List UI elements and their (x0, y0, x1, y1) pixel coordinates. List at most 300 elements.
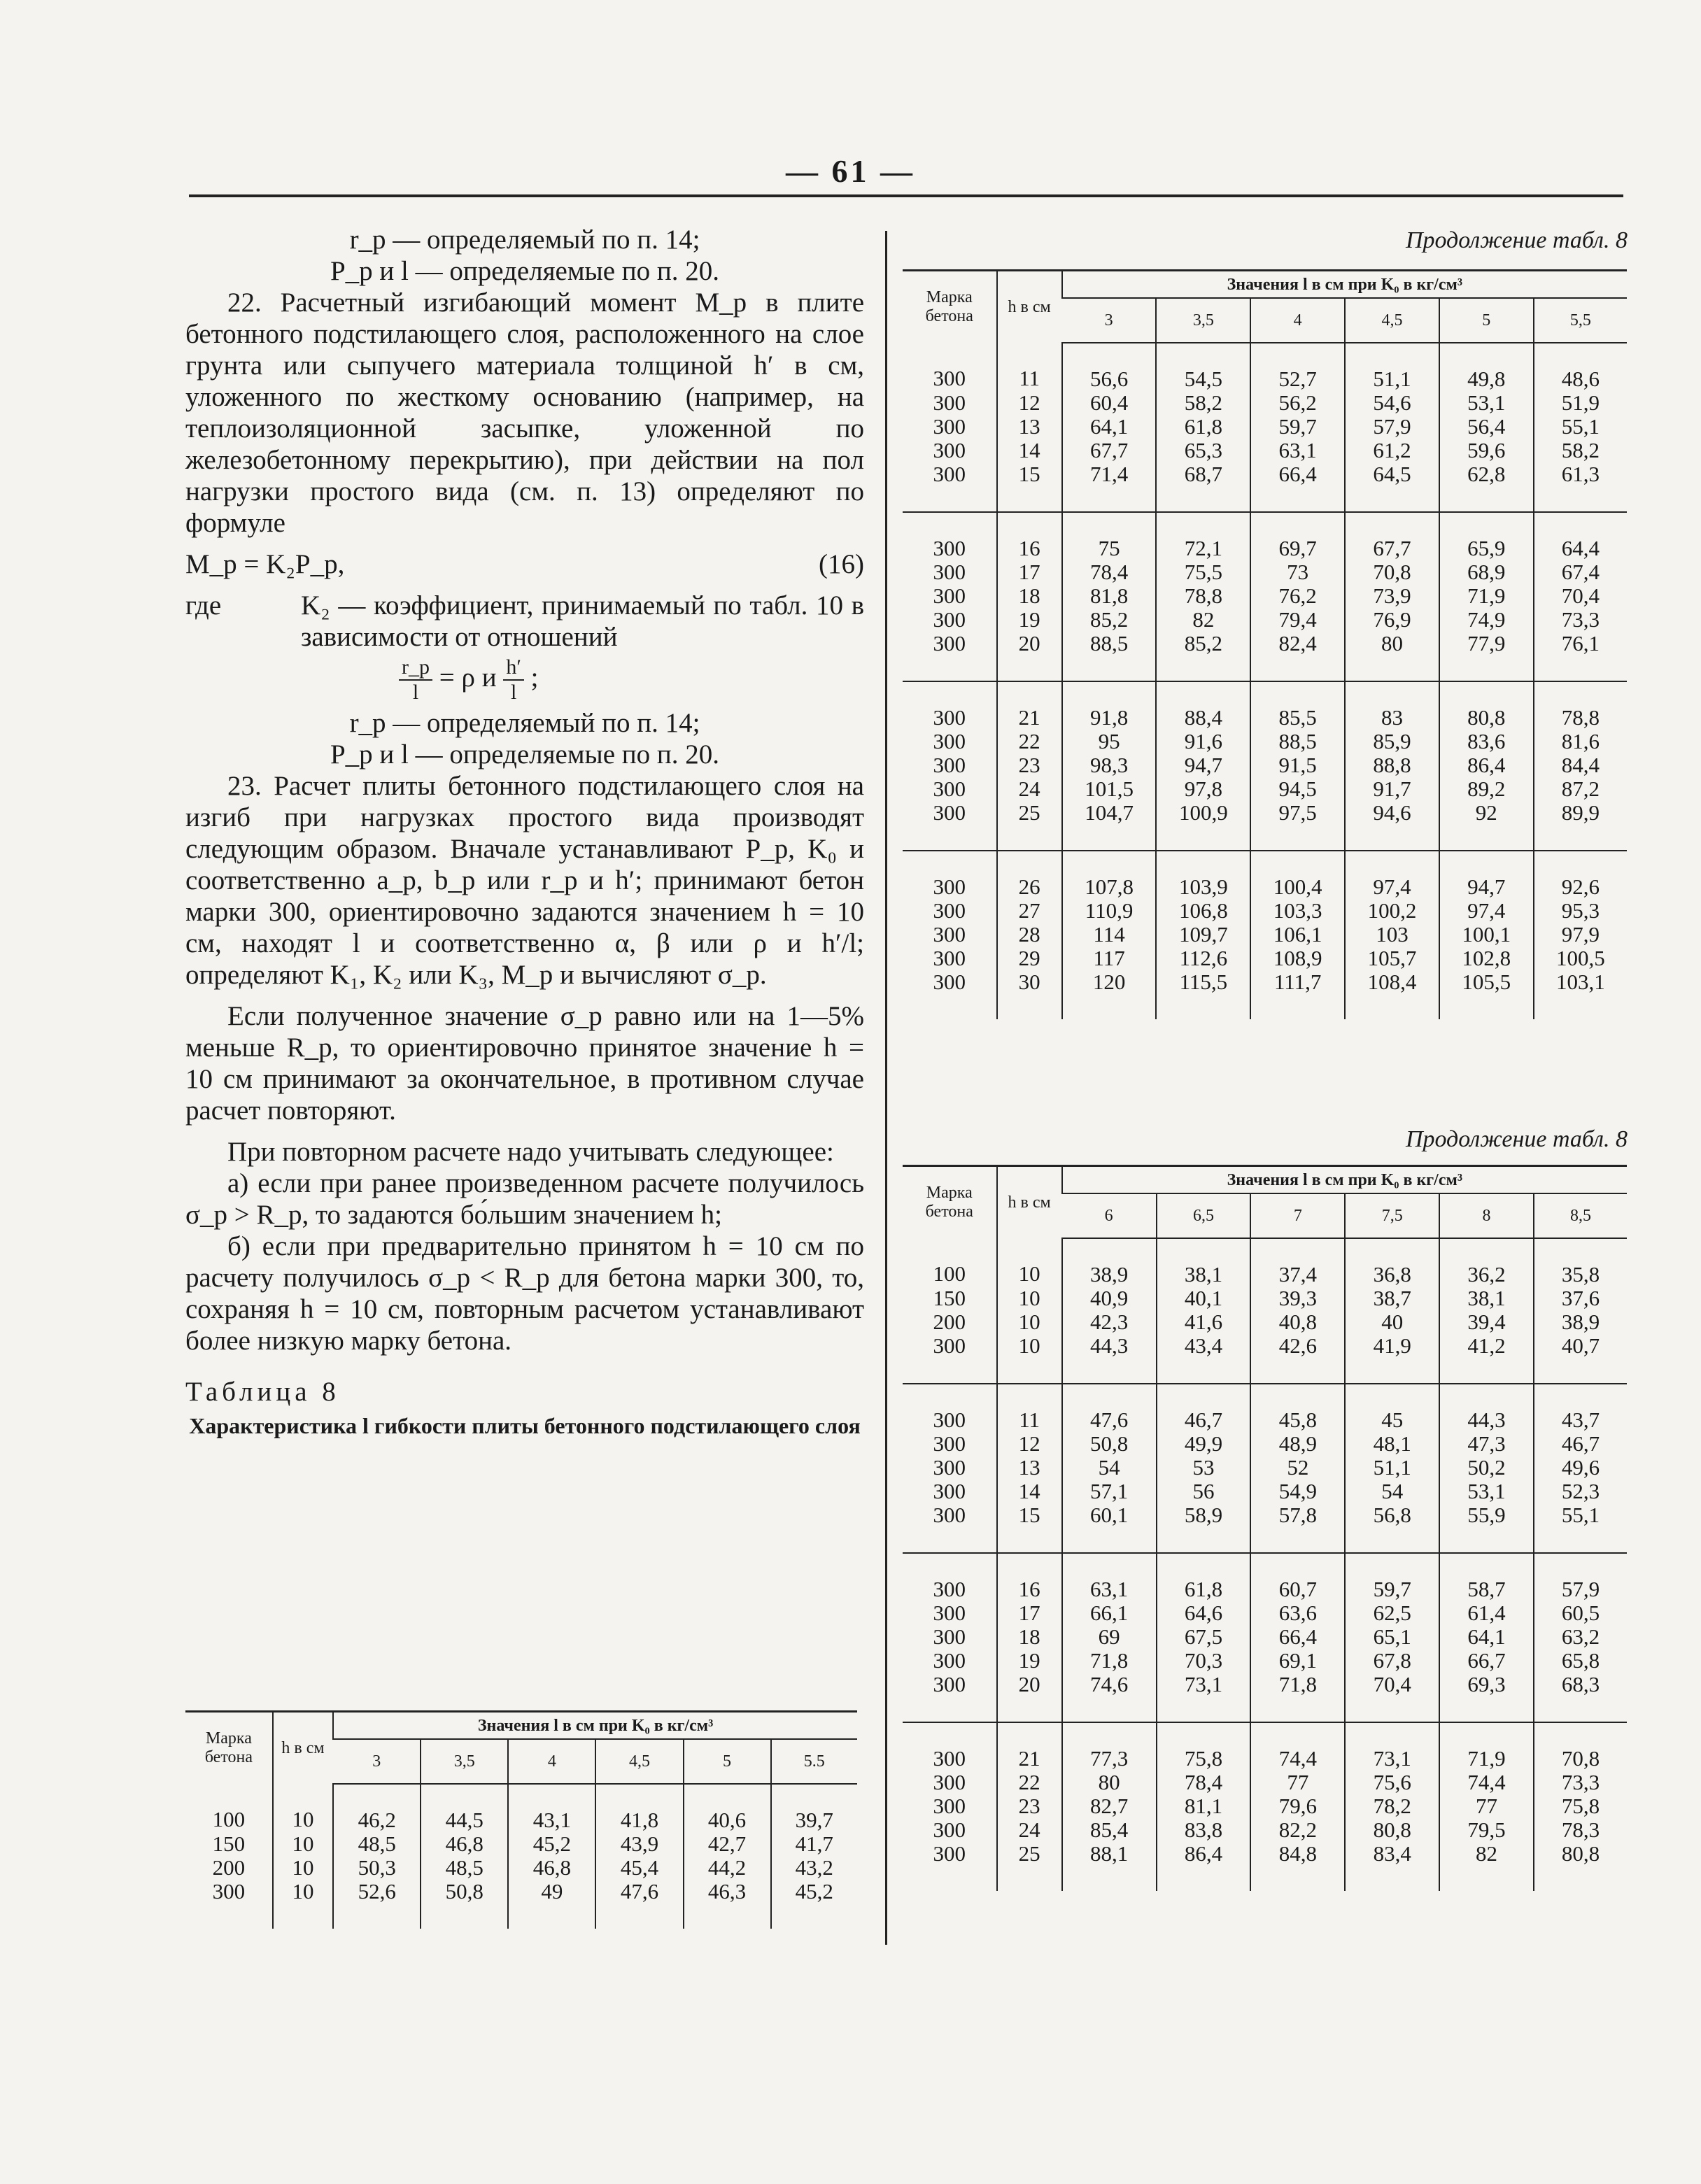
cell-h: 23 (997, 1794, 1062, 1818)
cell-value: 47,3 (1439, 1432, 1534, 1456)
table-8-continuation-1 (903, 269, 1627, 1019)
def-r: r_р — определяемый по п. 14; (349, 225, 700, 255)
table-row (185, 1832, 857, 1856)
formula-text: M_р = K₂P_р, (185, 549, 345, 579)
cell-value: 78,8 (1156, 584, 1250, 608)
cell-value: 70,8 (1345, 560, 1439, 584)
cell-value: 64,6 (1157, 1601, 1251, 1625)
cell-marka: 300 (903, 1503, 997, 1553)
col-header-marka: Марка бетона (185, 1712, 273, 1785)
cell-value: 80 (1345, 632, 1439, 681)
cell-value: 42,6 (1250, 1334, 1345, 1384)
cell-value: 68,3 (1534, 1673, 1627, 1722)
continuation-caption-1: Продолжение табл. 8 (1405, 227, 1628, 253)
table-row (903, 777, 1627, 801)
cell-h: 10 (273, 1880, 333, 1929)
table-row (903, 1722, 1627, 1771)
cell-value: 50,8 (1062, 1432, 1157, 1456)
cell-value: 69,3 (1439, 1673, 1534, 1722)
cell-value: 40,1 (1157, 1286, 1251, 1310)
cell-value: 64,1 (1062, 415, 1157, 439)
cell-value: 65,8 (1534, 1649, 1627, 1673)
cell-value: 38,1 (1157, 1238, 1251, 1286)
cell-value: 89,9 (1534, 801, 1627, 851)
cell-value: 106,8 (1156, 899, 1250, 923)
cell-value: 47,6 (1062, 1384, 1157, 1432)
cell-value: 102,8 (1439, 946, 1534, 970)
cell-value: 78,4 (1157, 1771, 1251, 1794)
cell-value: 44,3 (1439, 1384, 1534, 1432)
cell-marka: 300 (933, 607, 966, 632)
col-header-k0: 5 (684, 1739, 771, 1784)
cell-value: 114 (1062, 923, 1157, 946)
cell-marka: 300 (903, 1334, 997, 1384)
cell-value: 94,7 (1156, 753, 1250, 777)
cell-value: 100,5 (1534, 946, 1627, 970)
table-row (903, 1625, 1627, 1649)
rho-and: = ρ и (439, 662, 497, 693)
table-row (903, 1384, 1627, 1432)
cell-value: 60,7 (1250, 1553, 1345, 1601)
table-row (903, 1456, 1627, 1480)
table-row (903, 851, 1627, 899)
cell-value: 38,9 (1534, 1310, 1627, 1334)
cell-value: 94,6 (1345, 801, 1439, 851)
cell-value: 85,2 (1062, 608, 1157, 632)
table-8-continuation-2 (903, 1165, 1627, 1891)
cell-value: 106,1 (1250, 923, 1345, 946)
table-caption: Характеристика l гибкости плиты бетонного подстилающего слоя (189, 1413, 861, 1438)
cell-value: 83 (1345, 681, 1439, 730)
cell-marka: 300 (933, 1601, 966, 1625)
cell-value: 103,3 (1250, 899, 1345, 923)
table-row (903, 1794, 1627, 1818)
cell-value: 56 (1157, 1480, 1251, 1503)
table-body (185, 1784, 857, 1929)
cell-value: 80,8 (1439, 681, 1534, 730)
cell-marka: 200 (933, 1310, 966, 1334)
cell-value: 71,9 (1439, 1722, 1534, 1771)
header-rule (189, 194, 1623, 197)
cell-value: 67,7 (1062, 439, 1157, 462)
cell-value: 91,6 (1156, 730, 1250, 753)
cell-value: 67,8 (1345, 1649, 1439, 1673)
cell-value: 110,9 (1062, 899, 1157, 923)
cell-h: 20 (997, 1673, 1062, 1722)
table-row (903, 1771, 1627, 1794)
cell-value: 109,7 (1156, 923, 1250, 946)
table-row (903, 632, 1627, 681)
cell-value: 83,8 (1157, 1818, 1251, 1842)
cell-h: 22 (997, 730, 1062, 753)
fraction-h-l (503, 655, 524, 704)
cell-value: 50,8 (421, 1880, 508, 1929)
cell-value: 46,8 (508, 1856, 595, 1880)
col-header-k0: 5 (1439, 298, 1534, 343)
cell-value: 86,4 (1157, 1842, 1251, 1891)
cell-value: 66,1 (1062, 1601, 1157, 1625)
cell-value: 40,7 (1534, 1334, 1627, 1384)
cell-value: 64,1 (1439, 1625, 1534, 1649)
cell-value: 46,3 (684, 1880, 771, 1929)
column-divider (885, 231, 887, 1945)
cell-h: 22 (997, 1771, 1062, 1794)
cell-value: 63,6 (1250, 1601, 1345, 1625)
cell-value: 81,6 (1534, 730, 1627, 753)
cell-value: 78,4 (1062, 560, 1157, 584)
cell-value: 65,3 (1156, 439, 1250, 462)
item-a: а) если при ранее произведенном расчете получилось σ_р > R_р, то задаются бо́льшим значением h; (185, 1168, 864, 1230)
cell-value: 56,4 (1439, 415, 1534, 439)
cell-value: 41,6 (1157, 1310, 1251, 1334)
cell-value: 73 (1250, 560, 1345, 584)
ratios (185, 655, 864, 704)
cell-value: 91,7 (1345, 777, 1439, 801)
cell-value: 88,5 (1062, 632, 1157, 681)
cell-value: 76,9 (1345, 608, 1439, 632)
table-header (903, 271, 1627, 343)
cell-value: 100,4 (1250, 851, 1345, 899)
cell-value: 75,8 (1157, 1722, 1251, 1771)
cell-value: 80,8 (1345, 1818, 1439, 1842)
cell-value: 43,1 (508, 1784, 595, 1832)
para-repeat: При повторном расчете надо учитывать следующее: (227, 1137, 834, 1167)
cell-value: 46,2 (333, 1784, 421, 1832)
cell-value: 81,1 (1157, 1794, 1251, 1818)
cell-value: 95 (1062, 730, 1157, 753)
cell-value: 61,4 (1439, 1601, 1534, 1625)
cell-value: 77,3 (1062, 1722, 1157, 1771)
cell-marka: 300 (933, 705, 966, 730)
cell-value: 108,4 (1345, 970, 1439, 1019)
cell-value: 52,6 (333, 1880, 421, 1929)
cell-value: 44,5 (421, 1784, 508, 1832)
table-row (903, 391, 1627, 415)
cell-value: 59,7 (1345, 1553, 1439, 1601)
col-header-k0: 6 (1062, 1193, 1157, 1238)
cell-value: 85,5 (1250, 681, 1345, 730)
col-header-k0: 6,5 (1157, 1193, 1251, 1238)
cell-marka: 300 (933, 1817, 966, 1842)
col-header-k0: 8,5 (1534, 1193, 1627, 1238)
semicolon: ; (530, 662, 539, 693)
cell-value: 77 (1250, 1771, 1345, 1794)
cell-marka: 300 (933, 753, 966, 777)
col-header-h: h в см (997, 271, 1062, 343)
cell-h: 17 (997, 560, 1062, 584)
table-8 (185, 1710, 857, 1929)
cell-value: 73,1 (1157, 1673, 1251, 1722)
cell-value: 59,6 (1439, 439, 1534, 462)
table-header (185, 1712, 857, 1785)
cell-value: 82,2 (1250, 1818, 1345, 1842)
cell-value: 73,3 (1534, 1771, 1627, 1794)
cell-value: 40,8 (1250, 1310, 1345, 1334)
cell-value: 70,3 (1157, 1649, 1251, 1673)
cell-value: 48,1 (1345, 1432, 1439, 1456)
cell-h: 17 (997, 1601, 1062, 1625)
cell-value: 71,8 (1062, 1649, 1157, 1673)
cell-h: 11 (997, 1384, 1062, 1432)
formula-number: (16) (819, 549, 864, 579)
table-row (903, 1432, 1627, 1456)
cell-h: 10 (273, 1856, 333, 1880)
cell-value: 57,9 (1534, 1553, 1627, 1601)
frac-den: l (412, 681, 419, 704)
table-row (903, 1649, 1627, 1673)
table-row (903, 753, 1627, 777)
cell-marka: 300 (903, 462, 997, 512)
cell-value: 47,6 (595, 1880, 683, 1929)
cell-marka: 300 (933, 414, 966, 439)
cell-h: 21 (997, 681, 1062, 730)
section-22: 22. Расчетный изгибающий момент M_р в плите бетонного подстилающего слоя, расположенного на слое грунта или сыпучего материала толщиной h′ в см, уложенного по жесткому основанию (например, на теплоизоляционной засыпке, уложенной по железобетонному перекрытию), при действии на пол нагрузки простого вида (см. п. 13) определяют по формуле (185, 288, 864, 538)
cell-value: 37,6 (1534, 1286, 1627, 1310)
cell-value: 35,8 (1534, 1238, 1627, 1286)
cell-marka: 300 (933, 1479, 966, 1503)
cell-value: 36,8 (1345, 1238, 1439, 1286)
table-row (185, 1784, 857, 1832)
cell-value: 70,4 (1534, 584, 1627, 608)
cell-value: 107,8 (1062, 851, 1157, 899)
cell-h: 29 (997, 946, 1062, 970)
table-row (903, 1818, 1627, 1842)
cell-value: 94,7 (1439, 851, 1534, 899)
cell-marka: 300 (933, 1577, 966, 1601)
page-number: — 61 — (786, 153, 915, 189)
frac-den: l (510, 681, 517, 704)
cell-h: 27 (997, 899, 1062, 923)
cell-value: 61,2 (1345, 439, 1439, 462)
cell-value: 83,4 (1345, 1842, 1439, 1891)
item-b: б) если при предварительно принятом h = 10 см по расчету получилось σ_р < R_р для бетона марки 300, то, сохраняя h = 10 см, повторным расчетом устанавливают более низкую марку бетона. (185, 1231, 864, 1356)
header-row (185, 1712, 857, 1740)
cell-value: 50,3 (333, 1856, 421, 1880)
col-header-k0: 3 (333, 1739, 421, 1784)
col-header-k0: 5.5 (771, 1739, 857, 1784)
cell-value: 104,7 (1062, 801, 1157, 851)
col-header-k0: 4 (508, 1739, 595, 1784)
col-header-k0: 3,5 (1156, 298, 1250, 343)
cell-value: 53,1 (1439, 391, 1534, 415)
cell-value: 37,4 (1250, 1238, 1345, 1286)
table-row (903, 1842, 1627, 1891)
table-row (903, 439, 1627, 462)
cell-value: 69,7 (1250, 512, 1345, 560)
cell-value: 98,3 (1062, 753, 1157, 777)
table-row (903, 1238, 1627, 1286)
cell-value: 45,2 (508, 1832, 595, 1856)
table-row (903, 970, 1627, 1019)
cell-value: 52,7 (1250, 343, 1345, 391)
cell-value: 73,1 (1345, 1722, 1439, 1771)
cell-value: 74,4 (1439, 1771, 1534, 1794)
cell-value: 79,6 (1250, 1794, 1345, 1818)
cell-value: 69,1 (1250, 1649, 1345, 1673)
cell-h: 25 (997, 801, 1062, 851)
cell-value: 46,7 (1534, 1432, 1627, 1456)
cell-value: 58,7 (1439, 1553, 1534, 1601)
cell-value: 78,8 (1534, 681, 1627, 730)
table-row (185, 1880, 857, 1929)
cell-h: 12 (997, 391, 1062, 415)
cell-value: 50,2 (1439, 1456, 1534, 1480)
cell-value: 61,3 (1534, 462, 1627, 512)
cell-value: 61,8 (1157, 1553, 1251, 1601)
table-row (903, 512, 1627, 560)
cell-value: 83,6 (1439, 730, 1534, 753)
cell-value: 70,8 (1534, 1722, 1627, 1771)
col-header-k0: 3 (1062, 298, 1157, 343)
cell-value: 61,8 (1156, 415, 1250, 439)
cell-marka: 300 (933, 536, 966, 560)
cell-h: 16 (997, 512, 1062, 560)
cell-value: 68,9 (1439, 560, 1534, 584)
cell-value: 95,3 (1534, 899, 1627, 923)
cell-marka: 300 (933, 970, 966, 994)
table-row (903, 1286, 1627, 1310)
cell-marka: 300 (933, 898, 966, 923)
table-row (903, 1553, 1627, 1601)
table-row (903, 415, 1627, 439)
cell-value: 73,9 (1345, 584, 1439, 608)
cell-marka: 300 (933, 1407, 966, 1432)
cell-value: 92 (1439, 801, 1534, 851)
cell-value: 84,4 (1534, 753, 1627, 777)
cell-value: 73,3 (1534, 608, 1627, 632)
cell-marka: 200 (212, 1855, 246, 1880)
cell-value: 60,4 (1062, 391, 1157, 415)
cell-value: 51,1 (1345, 1456, 1439, 1480)
cell-value: 88,4 (1156, 681, 1250, 730)
def-p-l-2: P_р и l — определяемые по п. 20. (330, 739, 720, 770)
def-r-2: r_р — определяемый по п. 14; (349, 708, 700, 738)
cell-value: 45,2 (771, 1880, 857, 1929)
cell-value: 66,7 (1439, 1649, 1534, 1673)
cell-value: 67,7 (1345, 512, 1439, 560)
table-row (903, 1503, 1627, 1553)
cell-value: 91,5 (1250, 753, 1345, 777)
cell-value: 64,5 (1345, 462, 1439, 512)
cell-h: 16 (997, 1553, 1062, 1601)
cell-value: 72,1 (1156, 512, 1250, 560)
cell-value: 60,5 (1534, 1601, 1627, 1625)
table-row (903, 560, 1627, 584)
cell-value: 97,5 (1250, 801, 1345, 851)
cell-value: 39,4 (1439, 1310, 1534, 1334)
cell-value: 85,4 (1062, 1818, 1157, 1842)
cell-marka: 300 (933, 874, 966, 899)
cell-marka: 300 (933, 583, 966, 608)
cell-value: 54 (1345, 1480, 1439, 1503)
cell-marka: 300 (933, 1770, 966, 1794)
cell-value: 67,5 (1157, 1625, 1251, 1649)
cell-value: 41,7 (771, 1832, 857, 1856)
cell-value: 58,9 (1157, 1503, 1251, 1553)
formula-16 (185, 548, 864, 580)
cell-value: 82 (1439, 1842, 1534, 1891)
col-header-marka: Марка бетона (903, 1166, 997, 1239)
cell-value: 76,1 (1534, 632, 1627, 681)
cell-value: 67,4 (1534, 560, 1627, 584)
cell-value: 103 (1345, 923, 1439, 946)
cell-marka: 100 (933, 1261, 966, 1286)
col-header-group: Значения l в см при K₀ в кг/см³ (333, 1712, 857, 1740)
def-p-l: P_р и l — определяемые по п. 20. (330, 256, 720, 286)
cell-value: 63,1 (1250, 439, 1345, 462)
fraction-rp-l (399, 655, 432, 704)
cell-value: 42,7 (684, 1832, 771, 1856)
cell-value: 45 (1345, 1384, 1439, 1432)
cell-value: 74,9 (1439, 608, 1534, 632)
cell-value: 56,8 (1345, 1503, 1439, 1553)
col-header-h: h в см (273, 1712, 333, 1785)
cell-value: 62,5 (1345, 1601, 1439, 1625)
cell-value: 36,2 (1439, 1238, 1534, 1286)
cell-marka: 300 (933, 438, 966, 462)
cell-h: 14 (997, 1480, 1062, 1503)
cell-h: 30 (997, 970, 1062, 1019)
table-row (903, 608, 1627, 632)
cell-marka: 300 (933, 729, 966, 753)
cell-value: 75,8 (1534, 1794, 1627, 1818)
cell-h: 19 (997, 1649, 1062, 1673)
cell-h: 23 (997, 753, 1062, 777)
cell-marka: 300 (903, 632, 997, 681)
cell-value: 48,5 (421, 1856, 508, 1880)
table-row (903, 1601, 1627, 1625)
cell-value: 68,7 (1156, 462, 1250, 512)
cell-value: 100,2 (1345, 899, 1439, 923)
col-header-k0: 4 (1250, 298, 1345, 343)
cell-value: 49 (508, 1880, 595, 1929)
left-column (185, 224, 864, 1440)
cell-value: 120 (1062, 970, 1157, 1019)
cell-value: 58,2 (1156, 391, 1250, 415)
cell-h: 14 (997, 439, 1062, 462)
cell-value: 54,9 (1250, 1480, 1345, 1503)
cell-value: 65,9 (1439, 512, 1534, 560)
cell-value: 55,1 (1534, 415, 1627, 439)
cell-value: 43,7 (1534, 1384, 1627, 1432)
cell-value: 78,3 (1534, 1818, 1627, 1842)
cell-value: 43,9 (595, 1832, 683, 1856)
cell-value: 48,6 (1534, 343, 1627, 391)
cell-value: 84,8 (1250, 1842, 1345, 1891)
cell-value: 74,4 (1250, 1722, 1345, 1771)
cell-marka: 300 (933, 1746, 966, 1771)
cell-value: 103,9 (1156, 851, 1250, 899)
cell-value: 77,9 (1439, 632, 1534, 681)
cell-h: 11 (997, 343, 1062, 391)
cell-h: 10 (997, 1334, 1062, 1384)
cell-value: 75,5 (1156, 560, 1250, 584)
cell-value: 55,1 (1534, 1503, 1627, 1553)
col-header-k0: 5,5 (1534, 298, 1627, 343)
cell-value: 40,6 (684, 1784, 771, 1832)
cell-value: 56,2 (1250, 391, 1345, 415)
table-row (903, 1334, 1627, 1384)
cell-value: 43,2 (771, 1856, 857, 1880)
frac-num: h′ (503, 655, 524, 681)
cell-value: 79,5 (1439, 1818, 1534, 1842)
col-header-h: h в см (997, 1166, 1062, 1239)
cell-value: 82,7 (1062, 1794, 1157, 1818)
cell-value: 45,8 (1250, 1384, 1345, 1432)
cell-h: 19 (997, 608, 1062, 632)
cell-marka: 300 (933, 1624, 966, 1649)
header-row (903, 1166, 1627, 1194)
